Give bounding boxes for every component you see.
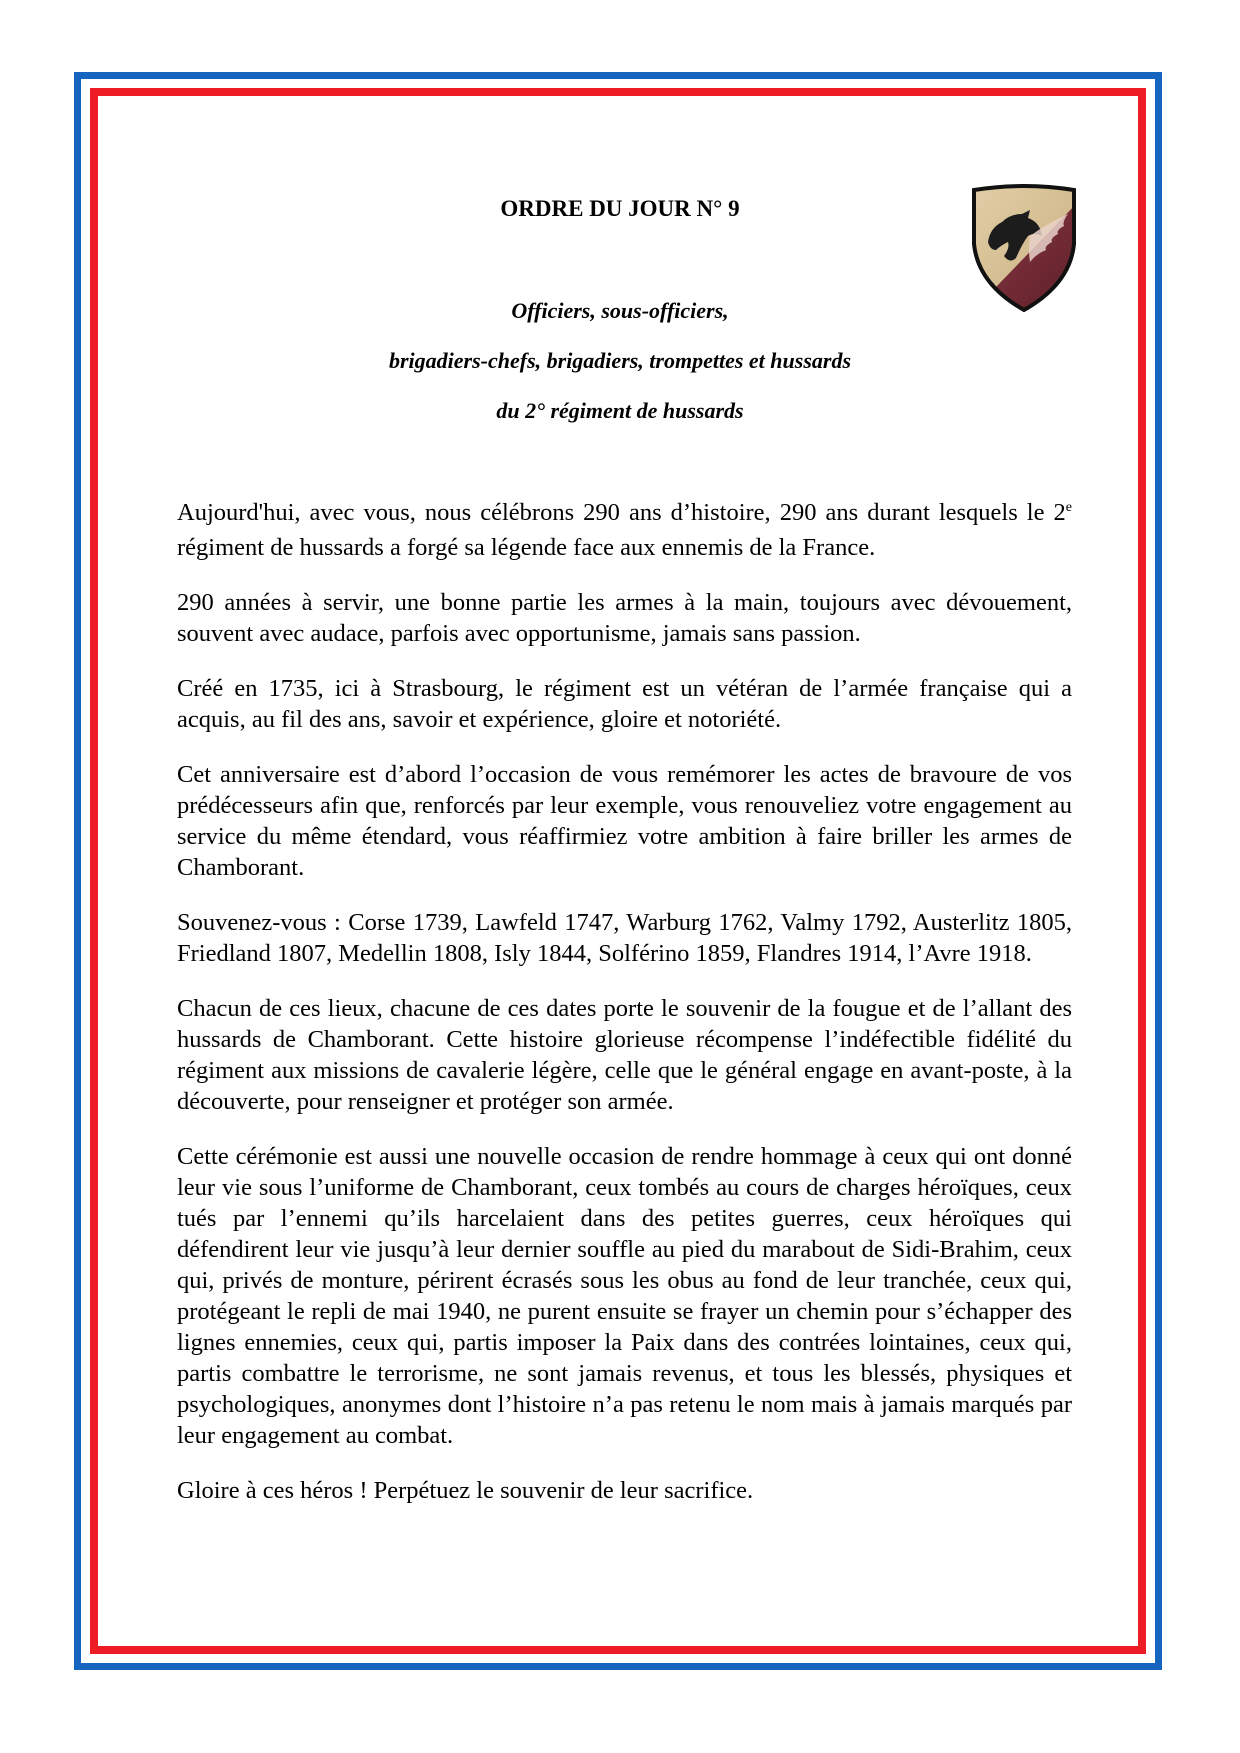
address-block [270,292,970,442]
document-body [177,497,1072,1530]
address-line: Officiers, sous-officiers, [511,298,729,323]
paragraph-creation: Créé en 1735, ici à Strasbourg, le régiment est un vétéran de l’armée française qui a acquis, au fil des ans, savoir et expérience, gloire et notoriété. [177,675,1072,733]
document-title: ORDRE DU JOUR N° 9 [500,196,740,221]
paragraph-remembrance: Cet anniversaire est d’abord l’occasion de vous remémorer les actes de bravoure de vos prédécesseurs afin que, renforcés par leur exemple, vous renouveliez votre engagement au service du même étendard, vous réaffirmiez votre ambition à faire briller les armes de Chamborant. [177,761,1072,881]
paragraph-battles: Souvenez-vous : Corse 1739, Lawfeld 1747, Warburg 1762, Valmy 1792, Austerlitz 1805, Friedland 1807, Medellin 1808, Isly 1844, Solférino 1859, Flandres 1914, l’Avre 1918. [177,909,1072,967]
regimental-crest-icon [970,184,1078,314]
paragraph-service: 290 années à servir, une bonne partie les armes à la main, toujours avec dévouement, souvent avec audace, parfois avec opportunisme, jamais sans passion. [177,589,1072,647]
address-line: brigadiers-chefs, brigadiers, trompettes et hussards [388,348,852,373]
address-line: du 2° régiment de hussards [496,398,744,423]
paragraph-tribute: Cette cérémonie est aussi une nouvelle occasion de rendre hommage à ceux qui ont donné leur vie sous l’uniforme de Chamborant, ceux tombés au cours de charges héroïques, ceux tués par l’ennemi qu’ils harcelaient dans des petites guerres, ceux héroïques qui défendirent leur vie jusqu’à leur dernier souffle au pied du marabout de Sidi-Brahim, ceux qui, privés de monture, périrent écrasés sous les obus au fond de leur tranchée, ceux qui, protégeant le repli de mai 1940, ne purent ensuite se frayer un chemin pour s’échapper des lignes ennemies, ceux qui, partis imposer la Paix dans des contrées lointaines, ceux qui, partis combattre le terrorisme, ne sont jamais revenus, et tous les blessés, physiques et psychologiques, anonymes dont l’histoire n’a pas retenu le nom mais à jamais marqués par leur engagement au combat. [177,1143,1072,1449]
paragraph-anniversary: Aujourd'hui, avec vous, nous célébrons 290 ans d’histoire, 290 ans durant lesquels le 2e régiment de hussards a forgé sa légende face aux ennemis de la France. [177,499,1072,561]
paragraph-history: Chacun de ces lieux, chacune de ces dates porte le souvenir de la fougue et de l’allant des hussards de Chamborant. Cette histoire glorieuse récompense l’indéfectible fidélité du régiment aux missions de cavalerie légère, celle que le général engage en avant-poste, à la découverte, pour renseigner et protéger son armée. [177,995,1072,1115]
superscript: e [1065,500,1072,515]
paragraph-closing: Gloire à ces héros ! Perpétuez le souvenir de leur sacrifice. [177,1477,754,1504]
